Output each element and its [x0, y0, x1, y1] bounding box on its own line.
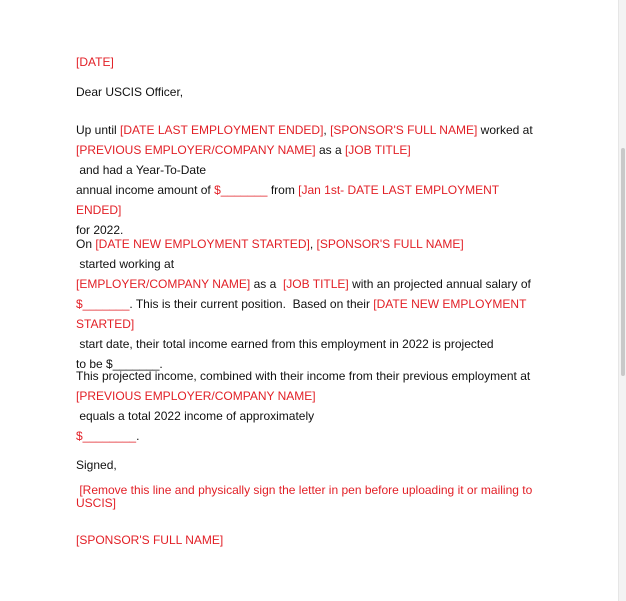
- annual-salary-blank: $_______: [76, 297, 130, 311]
- p1-line-2: [76, 140, 536, 180]
- previous-employer-placeholder: [PREVIOUS EMPLOYER/COMPANY NAME]: [76, 389, 316, 403]
- vertical-scrollbar[interactable]: [618, 0, 626, 601]
- sponsor-name-placeholder: [SPONSOR'S FULL NAME]: [330, 123, 478, 137]
- p2-text: with an projected annual salary of: [348, 277, 531, 291]
- p1-line-3: [76, 180, 536, 220]
- instruction-line-1: [Remove this line and physically sign the letter in pen before uploading it or mailing to: [76, 483, 533, 497]
- p3-line-3: [76, 426, 536, 446]
- p2-text: On: [76, 237, 96, 251]
- p1-text: worked at: [477, 123, 533, 137]
- p1-text: ,: [323, 123, 331, 137]
- date-placeholder: [DATE]: [76, 55, 114, 69]
- ytd-period-placeholder: [Jan 1st- DATE LAST EMPLOYMENT ENDED]: [76, 183, 499, 217]
- p2-text: ,: [309, 237, 317, 251]
- job-title-placeholder: [JOB TITLE]: [344, 143, 411, 157]
- signature-instruction: [76, 484, 536, 510]
- p2-line-3: [76, 294, 536, 314]
- scrollbar-thumb[interactable]: [621, 148, 625, 376]
- total-income-blank: $________: [76, 429, 137, 443]
- instruction-line-2: USCIS]: [76, 496, 117, 510]
- projected-income-blank: to be $_______.: [76, 357, 163, 371]
- p1-text: as a: [315, 143, 345, 157]
- employer-name-placeholder: [EMPLOYER/COMPANY NAME]: [76, 277, 251, 291]
- p1-text: annual income amount of: [76, 183, 215, 197]
- p2-text: start date, their total income earned from this employment in 2022 is projected: [76, 337, 494, 351]
- date-last-employment-ended-placeholder: [DATE LAST EMPLOYMENT ENDED]: [120, 123, 324, 137]
- p2-text: . This is their current position. Based on their: [129, 297, 374, 311]
- sponsor-name-signature: [SPONSOR'S FULL NAME]: [76, 533, 224, 547]
- p1-text: and had a Year-To-Date: [76, 163, 207, 177]
- paragraph-total-income: [76, 366, 536, 446]
- signed-label: Signed,: [76, 458, 117, 472]
- p2-line-2: [76, 274, 536, 294]
- p3-text: .: [136, 429, 140, 443]
- salutation: Dear USCIS Officer,: [76, 85, 184, 99]
- p2-line-1: [76, 234, 536, 274]
- ytd-income-blank: $_______: [214, 183, 268, 197]
- p2-text: as a: [250, 277, 283, 291]
- p2-line-4: [76, 314, 536, 354]
- sponsor-name-placeholder: [SPONSOR'S FULL NAME]: [316, 237, 464, 251]
- job-title-placeholder: [JOB TITLE]: [282, 277, 349, 291]
- p1-text: for 2022.: [76, 223, 124, 237]
- previous-employer-placeholder: [PREVIOUS EMPLOYER/COMPANY NAME]: [76, 143, 316, 157]
- p1-text: from: [267, 183, 299, 197]
- p3-line-2: [76, 386, 536, 426]
- date-new-employment-started-placeholder: [DATE NEW EMPLOYMENT STARTED]: [95, 237, 310, 251]
- p2-text: started working at: [76, 257, 175, 271]
- p3-line-1: [76, 366, 536, 386]
- paragraph-new-employment: [76, 234, 536, 374]
- p3-text: equals a total 2022 income of approximately: [76, 409, 315, 423]
- p3-text: This projected income, combined with their income from their previous employment at: [76, 369, 531, 383]
- paragraph-previous-employment: [76, 120, 536, 240]
- p1-line-1: [76, 120, 536, 140]
- started-placeholder: STARTED]: [76, 317, 135, 331]
- date-new-employment-placeholder: [DATE NEW EMPLOYMENT: [373, 297, 527, 311]
- p1-text: Up until: [76, 123, 121, 137]
